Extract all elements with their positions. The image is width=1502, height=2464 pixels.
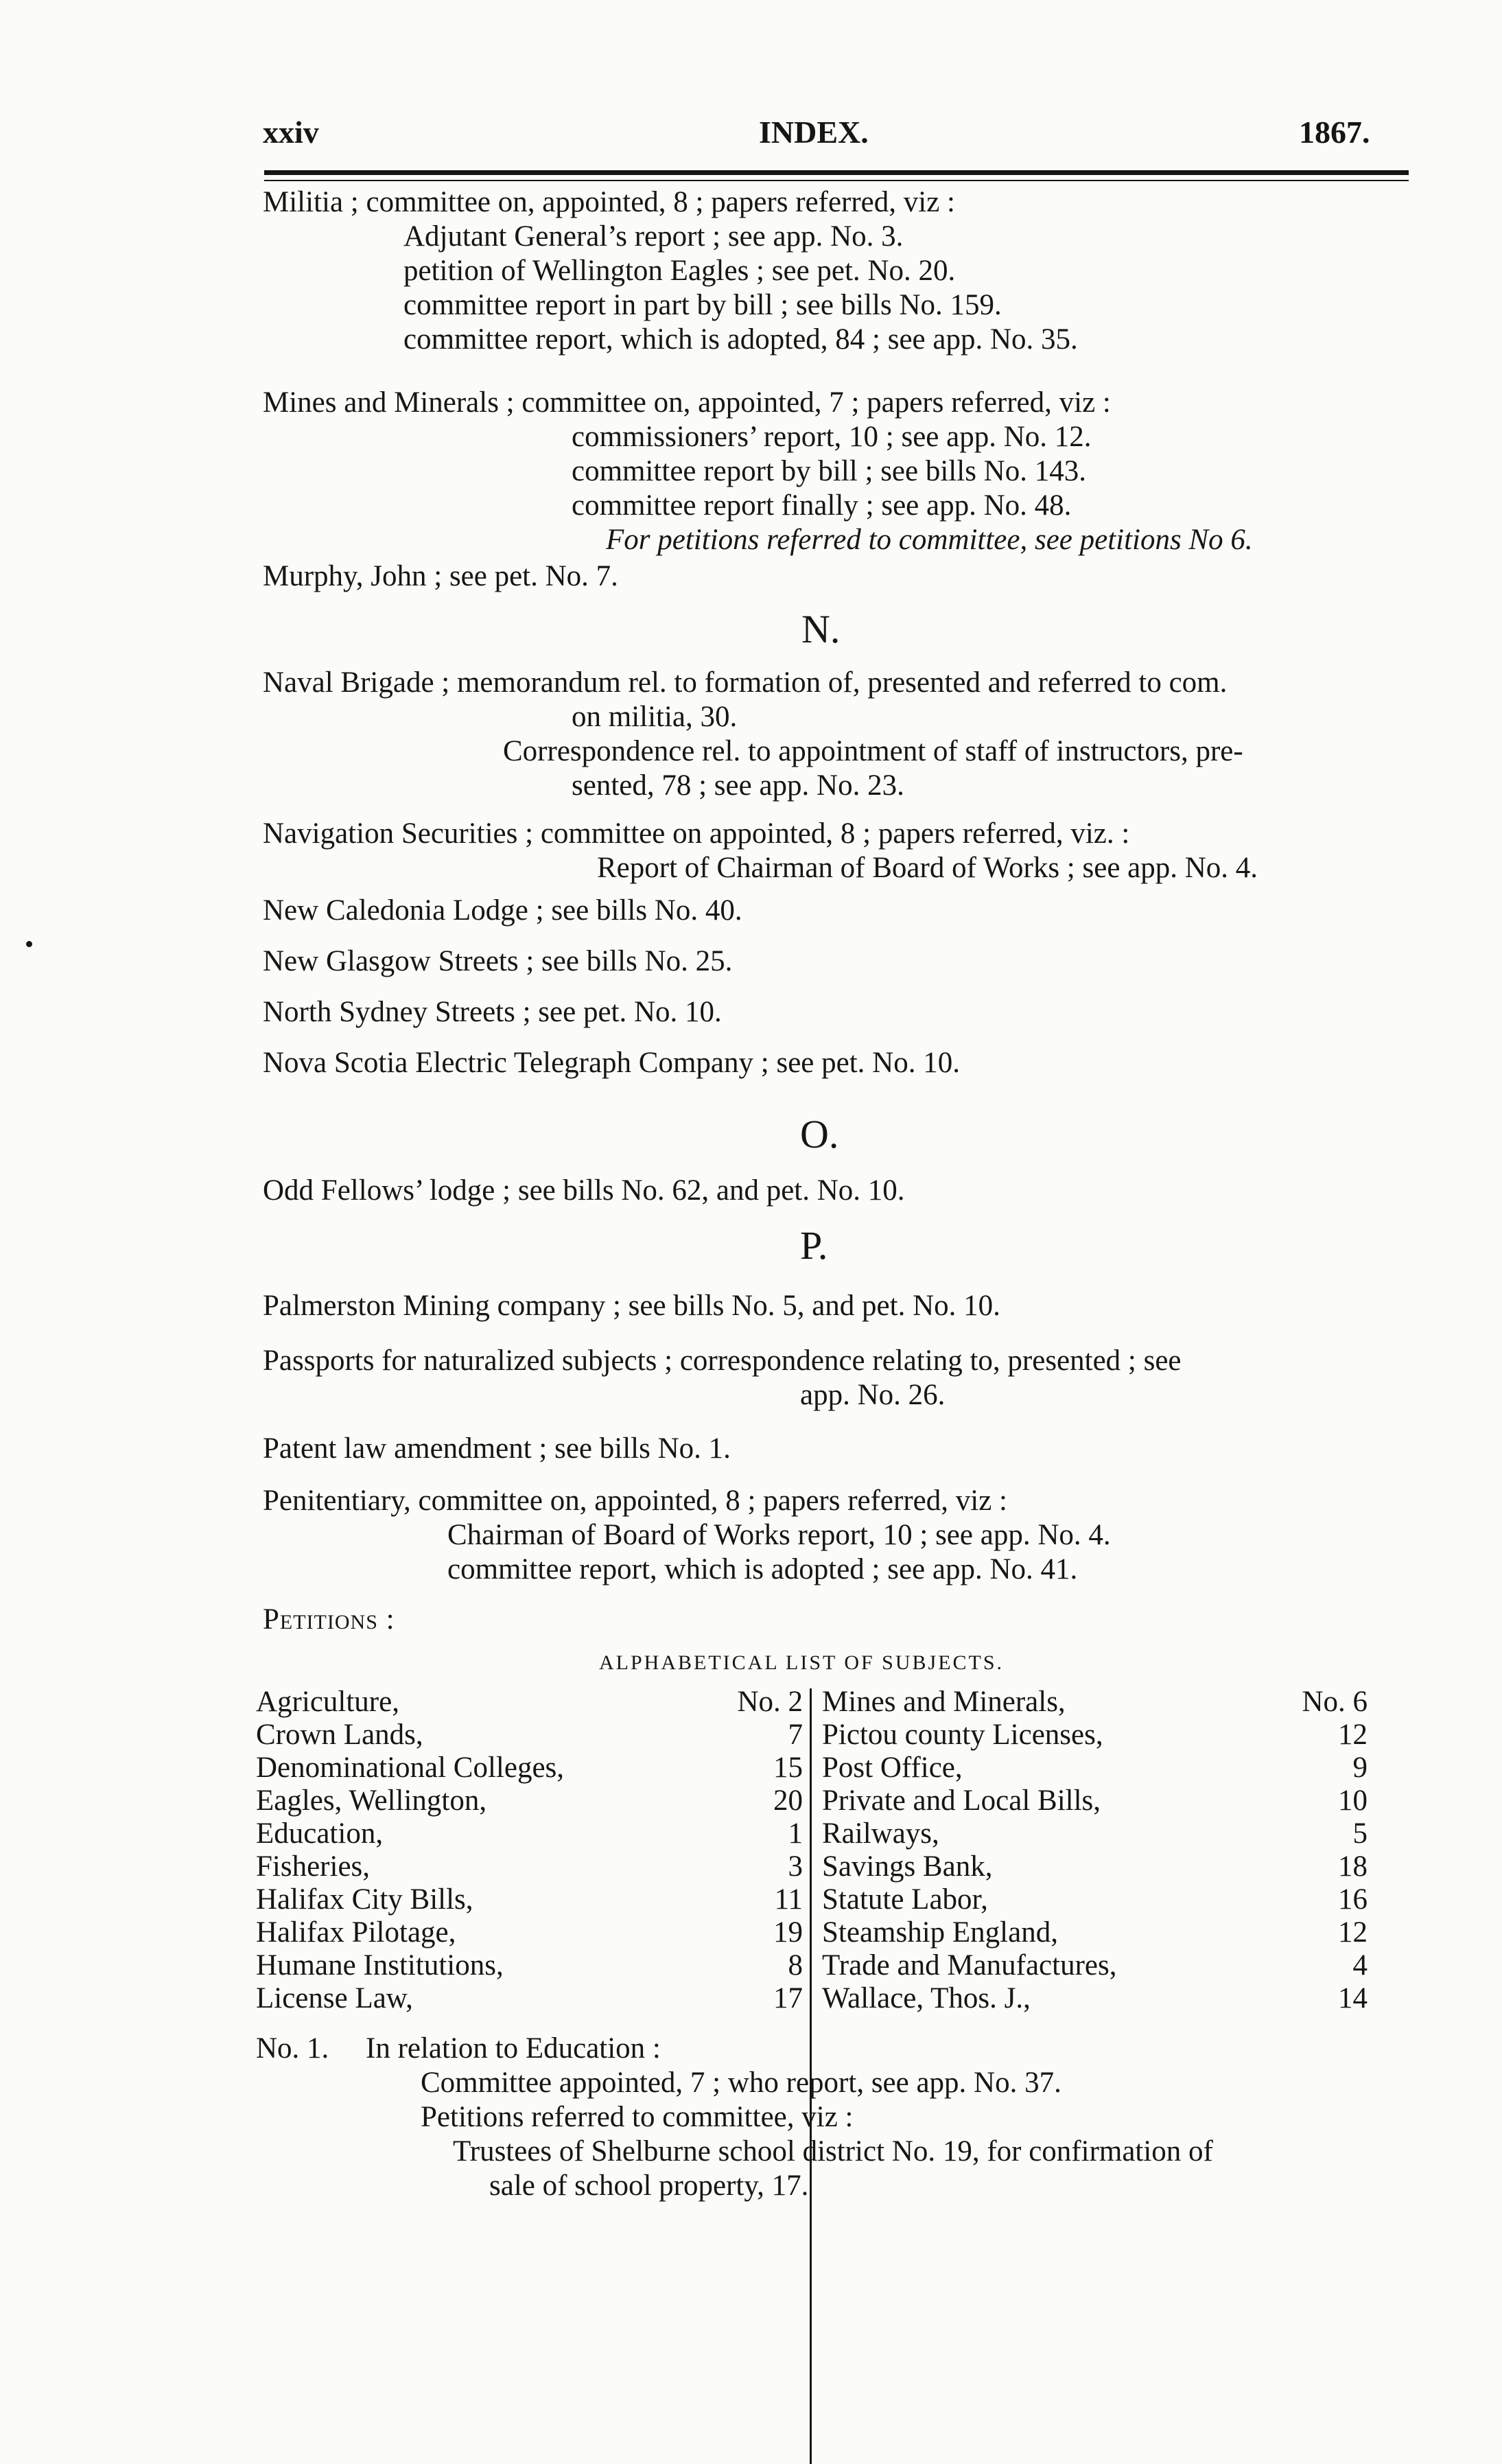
subject-number-right: 4 xyxy=(1352,1949,1368,1981)
subject-number-left: 3 xyxy=(788,1850,803,1883)
section-letter-p: P. xyxy=(800,1223,828,1268)
subject-name-right: Statute Labor, xyxy=(822,1883,988,1916)
entry-line: Correspondence rel. to appointment of staff of instructors, pre- xyxy=(503,735,1243,767)
subject-number-right: 16 xyxy=(1338,1883,1368,1916)
entry-line: app. No. 26. xyxy=(800,1379,946,1411)
subject-name-left: Education, xyxy=(256,1817,384,1850)
entry-nova-scotia-telegraph: Nova Scotia Electric Telegraph Company ; see pet. No. 10. xyxy=(263,1047,960,1079)
subject-number-right: 9 xyxy=(1352,1752,1368,1784)
entry-line: Penitentiary, committee on, appointed, 8 ; papers referred, viz : xyxy=(263,1485,1007,1517)
subject-name-right: Steamship England, xyxy=(822,1916,1058,1949)
subject-name-left: Halifax Pilotage, xyxy=(256,1916,456,1949)
page-numeral: xxiv xyxy=(263,115,319,150)
entry-line: Navigation Securities ; committee on appointed, 8 ; papers referred, viz. : xyxy=(263,817,1130,850)
entry-line: In relation to Education : xyxy=(366,2032,661,2065)
subject-name-right: Mines and Minerals, xyxy=(822,1686,1066,1718)
subject-number-right: 12 xyxy=(1338,1719,1368,1751)
subject-number-left: 15 xyxy=(773,1752,803,1784)
subject-number-left: 11 xyxy=(774,1883,803,1916)
subject-name-left: Agriculture, xyxy=(256,1686,399,1718)
subject-number-left: 1 xyxy=(788,1817,803,1850)
entry-patent-law: Patent law amendment ; see bills No. 1. xyxy=(263,1432,731,1465)
subject-number-right: No. 6 xyxy=(1302,1686,1368,1718)
entry-odd-fellows: Odd Fellows’ lodge ; see bills No. 62, and pet. No. 10. xyxy=(263,1174,905,1207)
entry-line: committee report, which is adopted, 84 ; see app. No. 35. xyxy=(403,323,1078,356)
entry-line: petition of Wellington Eagles ; see pet. No. 20. xyxy=(403,255,956,287)
subject-name-right: Railways, xyxy=(822,1817,939,1850)
entry-line: Petitions referred to committee, viz : xyxy=(421,2101,854,2133)
subject-number-left: 17 xyxy=(773,1982,803,2014)
entry-line: Report of Chairman of Board of Works ; see app. No. 4. xyxy=(597,852,1258,884)
subject-name-right: Savings Bank, xyxy=(822,1850,993,1883)
entry-line: Trustees of Shelburne school district No. 19, for confirmation of xyxy=(453,2135,1213,2167)
subject-number-left: 20 xyxy=(773,1785,803,1817)
entry-line: Committee appointed, 7 ; who report, see app. No. 37. xyxy=(421,2067,1061,2099)
entry-line: committee report, which is adopted ; see app. No. 41. xyxy=(447,1553,1078,1585)
subject-name-right: Post Office, xyxy=(822,1752,963,1784)
entry-line: Adjutant General’s report ; see app. No. 3. xyxy=(403,220,904,253)
subject-name-left: Eagles, Wellington, xyxy=(256,1785,487,1817)
entry-line: Militia ; committee on, appointed, 8 ; papers referred, viz : xyxy=(263,186,955,218)
entry-line: on militia, 30. xyxy=(572,701,738,733)
entry-line: Mines and Minerals ; committee on, appointed, 7 ; papers referred, viz : xyxy=(263,386,1111,419)
petitions-heading: Petitions : xyxy=(263,1603,395,1636)
subject-name-left: Halifax City Bills, xyxy=(256,1883,473,1916)
subject-name-left: Humane Institutions, xyxy=(256,1949,504,1981)
entry-murphy: Murphy, John ; see pet. No. 7. xyxy=(263,560,618,592)
subject-number-left: 7 xyxy=(788,1719,803,1751)
section-letter-o: O. xyxy=(800,1112,839,1157)
margin-speck xyxy=(26,941,32,947)
subject-number-left: 8 xyxy=(788,1949,803,1981)
petition-number: No. 1. xyxy=(256,2032,329,2065)
entry-line: Naval Brigade ; memorandum rel. to formation of, presented and referred to com. xyxy=(263,666,1228,699)
entry-line: sented, 78 ; see app. No. 23. xyxy=(572,769,904,802)
entry-line: For petitions referred to committee, see petitions No 6. xyxy=(606,524,1253,556)
subject-number-right: 18 xyxy=(1338,1850,1368,1883)
page-year: 1867. xyxy=(1299,115,1370,150)
entry-new-glasgow: New Glasgow Streets ; see bills No. 25. xyxy=(263,945,733,977)
subject-number-right: 14 xyxy=(1338,1982,1368,2014)
entry-line: commissioners’ report, 10 ; see app. No. 12. xyxy=(572,421,1092,453)
subject-number-right: 5 xyxy=(1352,1817,1368,1850)
subject-name-right: Private and Local Bills, xyxy=(822,1785,1101,1817)
entry-new-caledonia: New Caledonia Lodge ; see bills No. 40. xyxy=(263,894,742,927)
subject-name-left: Crown Lands, xyxy=(256,1719,423,1751)
header-rule-thin xyxy=(264,180,1409,181)
subject-name-right: Trade and Manufactures, xyxy=(822,1949,1117,1981)
alphabetical-list-heading: ALPHABETICAL LIST OF SUBJECTS. xyxy=(599,1651,1005,1674)
subject-name-left: Fisheries, xyxy=(256,1850,371,1883)
subject-name-left: License Law, xyxy=(256,1982,413,2014)
subject-name-right: Wallace, Thos. J., xyxy=(822,1982,1031,2014)
entry-line: committee report in part by bill ; see bills No. 159. xyxy=(403,289,1002,321)
entry-line: committee report by bill ; see bills No. 143. xyxy=(572,455,1086,487)
page-title: INDEX. xyxy=(759,115,869,150)
subject-name-right: Pictou county Licenses, xyxy=(822,1719,1103,1751)
header-rule-thick xyxy=(264,170,1409,175)
subject-number-right: 12 xyxy=(1338,1916,1368,1949)
subject-number-left: 19 xyxy=(773,1916,803,1949)
subject-name-left: Denominational Colleges, xyxy=(256,1752,565,1784)
entry-line: committee report finally ; see app. No. 48. xyxy=(572,489,1072,522)
entry-line: sale of school property, 17. xyxy=(489,2170,809,2202)
entry-line: Chairman of Board of Works report, 10 ; see app. No. 4. xyxy=(447,1519,1111,1551)
entry-north-sydney: North Sydney Streets ; see pet. No. 10. xyxy=(263,996,722,1028)
entry-palmerston: Palmerston Mining company ; see bills No. 5, and pet. No. 10. xyxy=(263,1290,1000,1322)
subject-number-right: 10 xyxy=(1338,1785,1368,1817)
section-letter-n: N. xyxy=(801,607,841,651)
subject-number-left: No. 2 xyxy=(737,1686,803,1718)
entry-line: Passports for naturalized subjects ; correspondence relating to, presented ; see xyxy=(263,1345,1182,1377)
